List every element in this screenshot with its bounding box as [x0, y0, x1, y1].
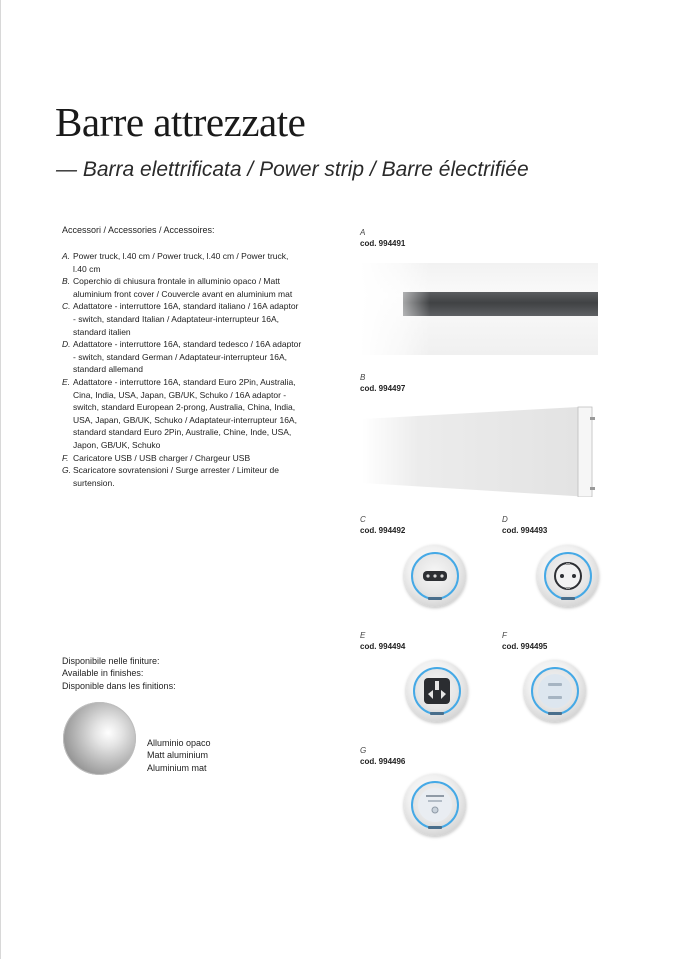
product-letter: A: [360, 228, 366, 237]
product-letter: F: [502, 631, 507, 640]
accessories-list: [62, 250, 302, 489]
surge-arrester-face: [411, 781, 459, 829]
accessory-text: Caricatore USB / USB charger / Chargeur USB: [73, 452, 251, 463]
product-letter: G: [360, 746, 367, 755]
socket-face: [413, 667, 461, 715]
brand-logo-icon: [561, 597, 575, 600]
italian-socket-adapter: [404, 545, 466, 607]
finish-name-en: Matt aluminium: [147, 750, 209, 761]
accessory-text: Adattatore - interruttore 16A, standard italiano / 16A adaptor - switch, standard Italian / Adaptateur-interrupteur 16A, standard italien: [73, 301, 299, 337]
accessory-item-d: [62, 338, 302, 376]
cover-edge: [578, 407, 592, 497]
finish-name: [147, 737, 211, 774]
product-label-b: [360, 372, 405, 394]
page-subtitle: — Barra elettrificata / Power strip / Barre électrifiée: [56, 158, 529, 181]
product-label-c: [360, 514, 405, 536]
socket-face: [544, 552, 592, 600]
image-fade: [360, 263, 430, 355]
italian-socket-icon: [413, 554, 457, 598]
universal-socket-adapter: [406, 660, 468, 722]
product-code: cod. 994492: [360, 526, 406, 535]
brand-logo-icon: [428, 826, 442, 829]
accessory-letter: G.: [62, 465, 71, 476]
accessory-text: Scaricatore sovratensioni / Surge arrester / Limiteur de surtension.: [73, 465, 279, 488]
product-letter: C: [360, 515, 366, 524]
cover-clip: [590, 417, 595, 420]
accessory-item-b: [62, 275, 302, 300]
surge-arrester-adapter: [404, 774, 466, 836]
accessory-item-a: [62, 250, 302, 275]
product-label-g: [360, 745, 405, 767]
usb-charger-icon: [533, 669, 577, 713]
accessory-letter: D.: [62, 339, 71, 350]
accessory-text: Power truck, l.40 cm / Power truck, l.40 cm / Power truck, l.40 cm: [73, 251, 289, 274]
accessory-item-f: [62, 452, 302, 465]
product-letter: D: [502, 515, 508, 524]
accessory-letter: F.: [62, 452, 69, 463]
front-cover-image: [362, 405, 598, 497]
page-edge: [0, 0, 1, 959]
usb-charger-face: [531, 667, 579, 715]
page-title: Barre attrezzate: [55, 99, 306, 145]
brand-logo-icon: [428, 597, 442, 600]
brand-logo-icon: [430, 712, 444, 715]
aluminium-finish-swatch: [63, 702, 136, 775]
schuko-socket-adapter: [537, 545, 599, 607]
product-label-f: [502, 630, 547, 652]
product-label-e: [360, 630, 405, 652]
finishes-line-fr: Disponible dans les finitions:: [62, 680, 176, 691]
finishes-heading: [62, 655, 176, 692]
product-code: cod. 994491: [360, 239, 406, 248]
accessory-letter: E.: [62, 376, 71, 387]
accessory-letter: B.: [62, 276, 71, 287]
socket-face: [411, 552, 459, 600]
surge-arrester-icon: [413, 783, 457, 827]
schuko-socket-icon: [546, 554, 590, 598]
brand-logo-icon: [548, 712, 562, 715]
accessory-text: Adattatore - interruttore 16A, standard Euro 2Pin, Australia, Cina, India, USA, Japan, GB/UK, Schuko / 16A adaptor - switch, standard European 2-prong, Australia, China, India, USA, Japan, GB/UK, Schuko / Adaptateur-interrupteur 16A, standard standard Euro 2Pin, Australie, Chine, Inde, USA, Japon, GB/UK, Schuko: [73, 376, 297, 450]
accessory-letter: A.: [62, 251, 71, 261]
finishes-line-en: Available in finishes:: [62, 668, 144, 679]
product-letter: B: [360, 373, 366, 382]
cover-clip: [590, 487, 595, 490]
power-truck-strip: [403, 292, 598, 316]
accessory-item-e: [62, 376, 302, 452]
product-label-a: [360, 227, 405, 249]
product-label-d: [502, 514, 547, 536]
accessory-letter: C.: [62, 301, 71, 312]
product-letter: E: [360, 631, 366, 640]
finish-name-it: Alluminio opaco: [147, 738, 211, 748]
product-code: cod. 994495: [502, 642, 548, 651]
accessory-text: Adattatore - interruttore 16A, standard tedesco / 16A adaptor - switch, standard German / Adaptateur-interrupteur 16A, standard allemand: [73, 339, 302, 375]
accessory-text: Coperchio di chiusura frontale in alluminio opaco / Matt aluminium front cover / Couvercle avant en aluminium mat: [73, 276, 293, 299]
finishes-line-it: Disponibile nelle finiture:: [62, 656, 160, 666]
product-code: cod. 994496: [360, 757, 406, 766]
accessory-item-c: [62, 300, 302, 338]
universal-socket-icon: [415, 669, 459, 713]
finish-name-fr: Aluminium mat: [147, 762, 207, 773]
accessories-heading: Accessori / Accessories / Accessoires:: [62, 225, 215, 235]
usb-charger-adapter: [524, 660, 586, 722]
accessory-item-g: [62, 464, 302, 489]
cover-face: [362, 407, 590, 497]
product-code: cod. 994497: [360, 384, 406, 393]
product-code: cod. 994494: [360, 642, 406, 651]
power-truck-image: [360, 263, 598, 355]
product-code: cod. 994493: [502, 526, 548, 535]
